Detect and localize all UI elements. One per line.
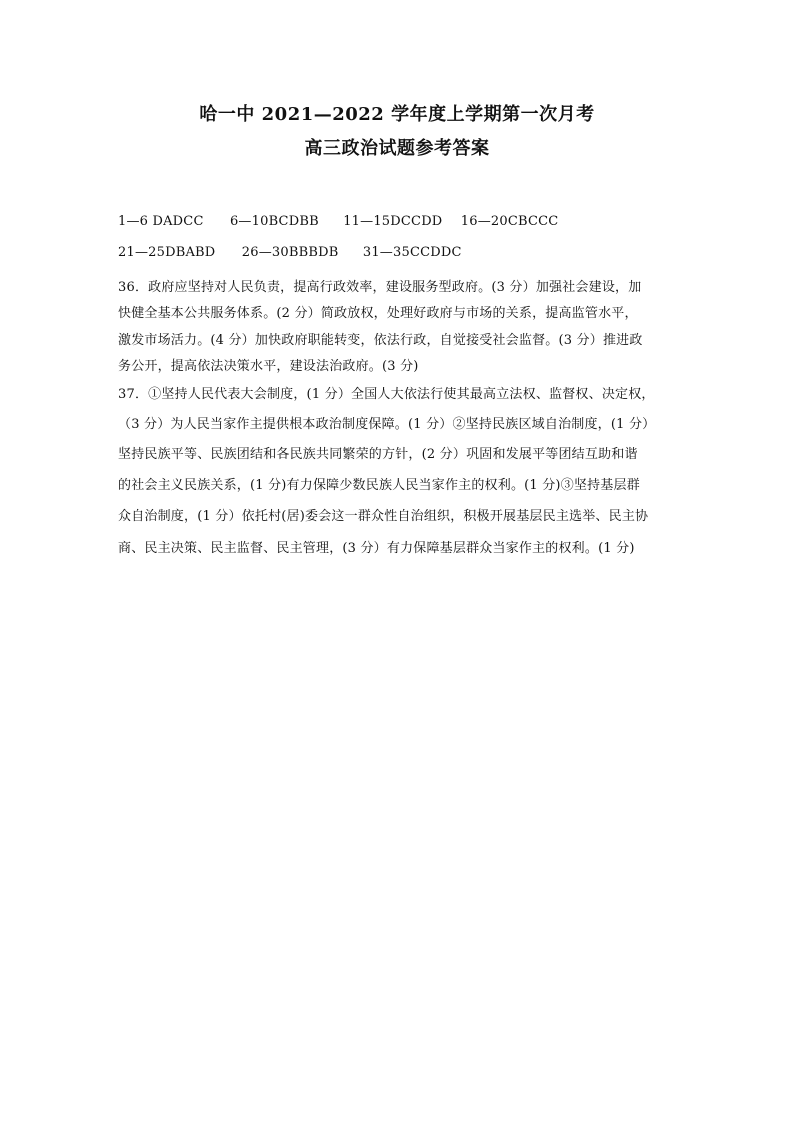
choice-answer-group: 21—25DBABD [118,245,216,260]
choice-answer-group: 26—30BBBDB [241,245,339,260]
q36-line: 务公开，提高依法决策水平，建设法治政府。(3 分) [118,359,419,374]
q37-line: 商、民主决策、民主监督、民主管理，(3 分）有力保障基层群众当家作主的权利。(1 分) [118,541,635,556]
choice-answer-group: 31—35CCDDC [362,245,462,260]
q36-line: 快健全基本公共服务体系。(2 分）简政放权，处理好政府与市场的关系，提高监管水平， [118,306,638,321]
q37-line: 众自治制度，(1 分）依托村(居)委会这一群众性自治组织，积极开展基层民主选举、民主协 [118,509,649,524]
choice-answers-row-1 [118,214,708,229]
choice-answers-row-2 [118,245,708,260]
q37-line: （3 分）为人民当家作主提供根本政治制度保障。(1 分）②坚持民族区域自治制度，(1 分） [118,417,656,432]
choice-answer-group: 1—6 DADCC [118,214,204,229]
q37-line: 坚持民族平等、民族团结和各民族共同繁荣的方针，(2 分）巩固和发展平等团结互助和谐 [118,447,638,462]
choice-answer-group: 16—20CBCCC [460,214,559,229]
q37-line: 的社会主义民族关系，(1 分)有力保障少数民族人民当家作主的权利。(1 分)③坚持基层群 [118,478,640,493]
q36-line: 36．政府应坚持对人民负责，提高行政效率，建设服务型政府。(3 分）加强社会建设，加 [118,280,642,295]
document-subtitle: 高三政治试题参考答案 [304,138,490,159]
q37-line: 37．①坚持人民代表大会制度，(1 分）全国人大依法行使其最高立法权、监督权、决定权， [118,387,655,402]
choice-answer-group: 11—15DCCDD [343,214,443,229]
choice-answer-group: 6—10BCDBB [229,214,319,229]
q36-line: 激发市场活力。(4 分）加快政府职能转变，依法行政，自觉接受社会监督。(3 分）推进政 [118,333,643,348]
document-title: 哈一中 2021—2022 学年度上学期第一次月考 [199,104,595,125]
